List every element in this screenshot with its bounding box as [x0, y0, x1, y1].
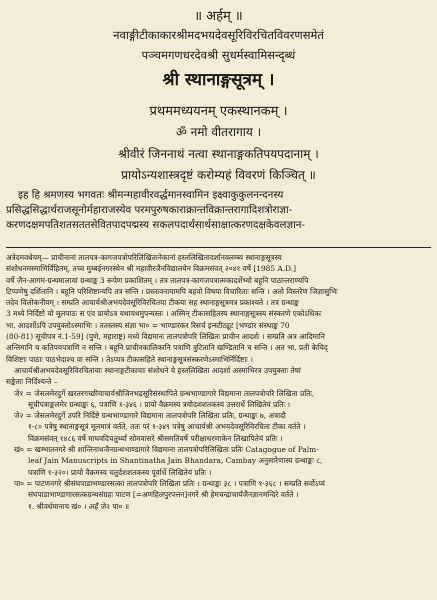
footnote-line: leaf Jain Manuscripts in Shantinatha Jain Bhandara, Cambay अनुसारेणास्य ग्रन्थाङ्कः ८, [28, 456, 323, 466]
footnote-divider [6, 247, 431, 248]
footnote-line: अन्तिमानि च कतिपयपत्राणि न सन्ति । बहूनि प्राचीनकालिकानि पत्राणि त्रुटितानि खण्डितानि च सन्ति । अत भा. प्रती केचिद् [6, 343, 328, 353]
book-title: श्री स्थानाङ्गसूत्रम् । [162, 70, 275, 90]
manuscript-entry: जे१ = जेसलमेरदुर्गे खरतरगच्छीयाचार्यश्रीजिनभद्रसूरिसंस्थापिते ग्रन्थभाण्डागारे विद्यमाना तालपत्रोपरि लिखिता प्रतिः, [14, 388, 315, 398]
footnote-line: १-८० पत्रेषु स्थानाङ्गसूत्रं मूलमात्रं वर्तते, ततः परं १-३४९ पत्रेषु आचार्यश्री अभयदेवसूरिविरचिता टीका वर्तते । [28, 422, 306, 432]
main-text-line: करणदक्षमपतिशतसततसेवितपादपद्मस्य सकलपदार्थसार्थसाक्षात्करणदक्षकेवलज्ञान- [6, 219, 305, 231]
footnote-line: वर्षे जैन-आगम-ग्रन्थमालायां ग्रन्थाङ्क 3 रूपेण प्रकाशितम् । तत्र तालपत्र-कागजपत्रात्मकादर्शेभ्यो बहूनि पाठान्तराण्यपि [6, 275, 309, 285]
footnote-line: पत्राणि १-३२०। प्रायो वैक्रमस्य चतुर्दशशतकस्य पूर्वार्धे लिखितेयं प्रतिः । [28, 467, 212, 477]
manuscript-entry: जे२ = जेसलमेरदुर्गे उपरि निर्दिष्टे ग्रन्थभाण्डागारे विद्यमाना तालपत्रोपरि लिखिता प्रतिः, ग्रन्थाङ्कः ७, अत्रादौ [14, 411, 286, 421]
author-subtitle: पञ्चमगणधरदेवश्री सुधर्मस्वामिसन्दृब्धं [141, 48, 296, 62]
footnote-line: विशिष्टाः पाठाः पाठभेदाश्च वा सन्ति । तेऽप्यत्र टीकासहिते स्थानाङ्गसूत्रसंस्करणेऽस्माभिर्निर्दिष्टाः । [6, 354, 253, 364]
footnote-variant: १. श्रीवर्धमानाय खं० । अहँ जे२ पा० ॥ [28, 501, 130, 511]
footnote-line: भा. आदर्शोऽपि उपयुक्तोऽस्माभिः । ततस्तस्य संज्ञा भा० = भाण्डारकर रिसर्च इन्स्टीट्यूट [भण्डार संस्थाङ्क 70 [6, 320, 290, 330]
footnote-line: विक्रमसंवत् १४८६ वर्षे माघवदिचतुर्थ्यां सोमवासरे श्रीसमतिवर्षे परीक्षाधरणाकेन लिखापितेयं प्रतिः । [28, 433, 283, 443]
chapter-heading: प्रथममध्ययनम् एकस्थानकम् । [149, 104, 288, 119]
main-text-line: प्रसिद्धसिद्धार्थराजसूनोर्महाराजस्येव परमपुरुषकाराक्रान्तविक्रान्तरागादिशत्रोराज्ञा- [6, 204, 293, 216]
manuscript-entry: पा० = पाटणनगरे श्रीसंघपाडाभण्डारसत्का तालपत्रोपरि लिखिता प्रतिः । ग्रन्थाङ्कः ३८ । पत्राणि १-३६८ । सम्प्रति सर्वोऽप्यं [14, 478, 325, 488]
footnote-line: 3 मध्ये निर्दिष्टो यो मूलपाठः स एव प्रायोऽत्र यथायथमुपन्यस्तः । अस्मिन् टीकासहितस्य स्थानाङ्गसूत्रस्य संस्करणे एकोऽधिकः [6, 309, 322, 319]
footnote-line: संघपाडाभाण्डागारसत्कग्रन्थसंग्रहः पाटण [=अणहिलपुरपत्तन]नगरे श्री हेमचन्द्राचार्यजैनज्ञानमन्दिरे वर्तते । [28, 490, 299, 500]
footnote-line: आचार्यश्रीअभयदेवसूरिविरचितायाः स्थानाङ्गटीकायाः संशोधने ये हस्तलिखिता आदर्शा अस्माभिरत्र उपयुक्ताः तेषां [14, 365, 301, 375]
footnote-line: अत्रेदमवधेयम्— प्राचीनानां तालपत्र-कागजपत्रोपरिलिखितानेकानां हस्तलिखितादर्शानवलम्ब्य स्थानाङ्गसूत्रस्य [6, 253, 282, 262]
footnote-line: तदेव विलोकनीयम् । सम्प्रति आचार्यश्रीअभयदेवसूरिविरचितया टीकया सह स्थानाङ्गसूत्रमत्र प्रकाश्यते । तत्र ग्रन्थाङ्क [6, 298, 299, 308]
salutation: ॐ नमो वीतरागाय । [175, 125, 262, 139]
footnote-line: सङ्केताः निर्दिश्यन्ते – [6, 377, 58, 387]
manuscript-entry: खं० = खम्भातनगरे श्री शान्तिनाथजैनग्रन्थभाण्डागारे विद्यमाना तालपत्रोपरिलिखिता प्रतिः Catagogue of Palm- [14, 445, 319, 455]
commentary-subtitle: नवाङ्गीटीकाकारश्रीमदभयदेवसूरिविरचितविवरणसमेतं [113, 28, 324, 42]
footnote-line: सूचीपत्राङ्कलमेर ग्रन्थाङ्कः ६, पत्राणि १-३४६ । प्रायो वैक्रमस्य त्रयोदशशतकस्य उत्तरार्धे लिखितेयं प्रतिः । [28, 399, 291, 409]
verse-line-1: श्रीवीरं जिननाथं नत्वा स्थानाङ्गकतिपयपदानाम् । [118, 147, 319, 161]
footnote-line: संशोधनमस्माभिर्विहितम्, तच्च मुम्बईनगरस्थेन श्री महावीरजैनविद्यालयेन विक्रमसंवत् २०४१ वर्षे [1985 A.D.] [6, 264, 297, 274]
footnote-line: टिप्पणेषु दर्शितानि । बहूनि परिशिष्टान्यपि तत्र सन्ति । प्रस्तावनायामपि बहवो विषया विचारिताः सन्ति । अतो विस्तरेण जिज्ञासुभिः [6, 286, 338, 296]
invocation: ॥ अर्हम् ॥ [194, 9, 243, 24]
footnote-line: (80-81) सूचीपत्र नं.1-59] (पुणे, महाराष्ट्र) मध्ये विद्यमानः तालपत्रोपरि लिखितः प्राचीन आदर्शः । सम्प्रति अत्र आदिमानि [6, 332, 325, 342]
main-text-line: इह हि श्रमणस्य भगवतः श्रीमन्महावीरवर्द्धमानस्वामिन इक्ष्वाकुकुलनन्दनस्य [18, 189, 284, 201]
main-text [6, 188, 432, 233]
footnotes [6, 252, 432, 512]
verse-line-2: प्रायोऽन्यशास्त्रदृष्टं करोम्यहं विवरणं किञ्चित् ॥ [121, 168, 316, 182]
